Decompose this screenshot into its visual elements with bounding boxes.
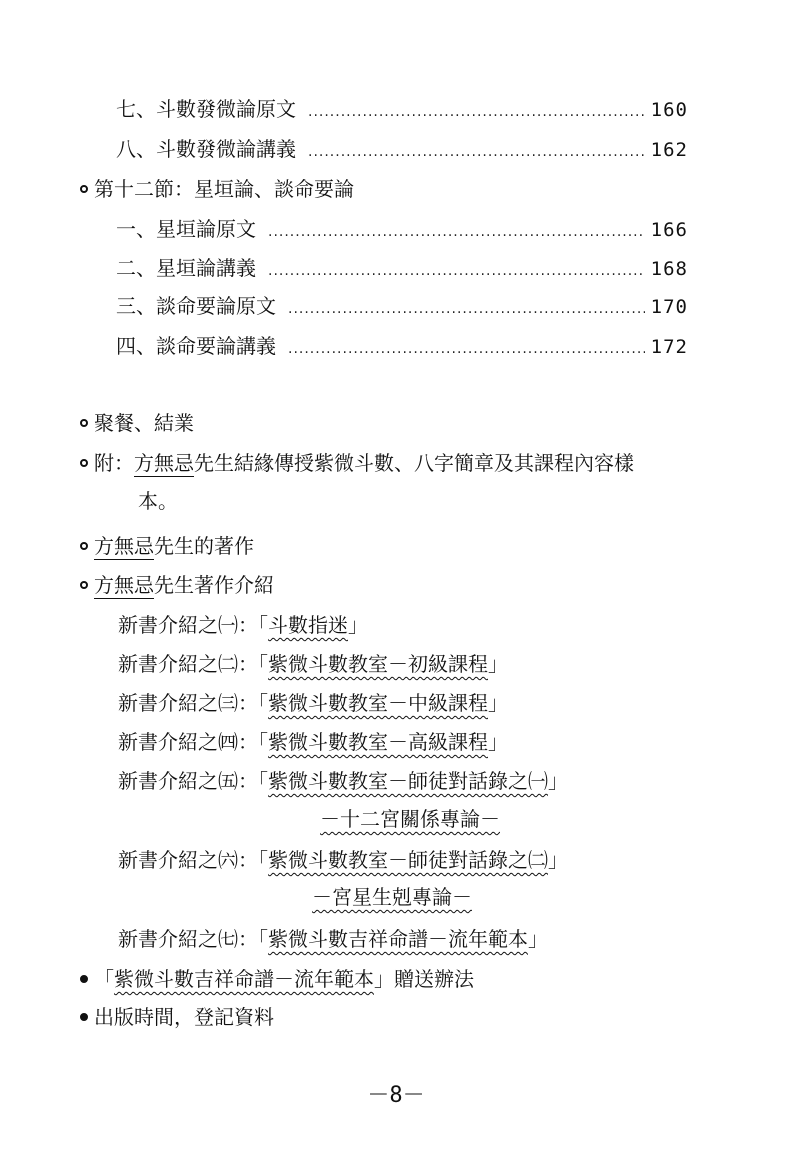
works-intro-item: 方無忌先生著作介紹 (80, 572, 274, 598)
toc-entry-label: 四、談命要論講義 (116, 334, 276, 358)
section-heading: 第十二節：星垣論、談命要論 (80, 176, 354, 202)
dot-leader (288, 336, 645, 362)
toc-entry-label: 三、談命要論原文 (116, 294, 276, 318)
book-intro: 新書介紹之㈦：「紫微斗數吉祥命譜－流年範本」 (118, 927, 548, 951)
bullet-icon (80, 419, 88, 427)
toc-entry-page: 168 (650, 258, 688, 280)
book-intro: 新書介紹之㈣：「紫微斗數教室－高級課程」 (118, 730, 508, 754)
publication-item: 出版時間，登記資料 (80, 1004, 274, 1030)
book-title: 紫微斗數吉祥命譜－流年範本 (114, 967, 374, 991)
book-subtitle: －十二宮關係專論－ (320, 807, 500, 831)
book-intro: 新書介紹之㈤：「紫微斗數教室－師徒對話錄之㈠」 (118, 769, 568, 793)
toc-entry (116, 293, 688, 319)
book-intro: 新書介紹之㈥：「紫微斗數教室－師徒對話錄之㈡」 (118, 848, 568, 872)
works-item: 方無忌先生的著作 (80, 533, 254, 559)
appendix-item: 附：方無忌先生結緣傳授紫微斗數、八字簡章及其課程內容樣 (80, 450, 634, 476)
book-title: 紫微斗數教室－師徒對話錄之㈠ (268, 769, 548, 793)
book-title: 紫微斗數教室－師徒對話錄之㈡ (268, 848, 548, 872)
author-name: 方無忌 (94, 534, 154, 558)
toc-entry (116, 255, 688, 281)
page-number: －8－ (367, 1083, 425, 1108)
toc-entry (116, 96, 688, 122)
book-intro: 新書介紹之㈠：「斗數指迷」 (118, 613, 368, 637)
appendix-continuation: 本。 (138, 489, 178, 513)
toc-entry-page: 172 (650, 336, 688, 358)
book-title: 斗數指迷 (268, 613, 348, 637)
toc-entry-page: 162 (650, 139, 688, 161)
book-title: 紫微斗數教室－初級課程 (268, 652, 488, 676)
toc-entry-label: 一、星垣論原文 (116, 217, 256, 241)
toc-entry-page: 170 (650, 296, 688, 318)
toc-entry (116, 216, 688, 242)
toc-entry (116, 136, 688, 162)
bullet-icon (80, 975, 88, 983)
book-subtitle: －宮星生剋專論－ (312, 885, 472, 909)
bullet-icon (80, 1013, 88, 1021)
dot-leader (268, 258, 645, 284)
bullet-icon (80, 581, 88, 589)
dot-leader (268, 219, 645, 245)
author-name: 方無忌 (94, 573, 154, 597)
toc-entry-label: 八、斗數發微論講義 (116, 137, 296, 161)
author-name: 方無忌 (134, 451, 194, 475)
book-title: 紫微斗數教室－高級課程 (268, 730, 488, 754)
book-intro: 新書介紹之㈡：「紫微斗數教室－初級課程」 (118, 652, 508, 676)
gift-item: 「紫微斗數吉祥命譜－流年範本」贈送辦法 (80, 966, 474, 992)
book-title: 紫微斗數教室－中級課程 (268, 691, 488, 715)
bullet-icon (80, 185, 88, 193)
toc-entry-page: 166 (650, 219, 688, 241)
bullet-icon (80, 542, 88, 550)
bullet-icon (80, 459, 88, 467)
dot-leader (288, 296, 645, 322)
dot-leader (308, 99, 645, 125)
toc-entry (116, 333, 688, 359)
toc-entry-label: 二、星垣論講義 (116, 256, 256, 280)
dot-leader (308, 139, 645, 165)
book-intro: 新書介紹之㈢：「紫微斗數教室－中級課程」 (118, 691, 508, 715)
toc-entry-label: 七、斗數發微論原文 (116, 97, 296, 121)
banquet-item: 聚餐、結業 (80, 410, 194, 436)
toc-entry-page: 160 (650, 99, 688, 121)
book-title: 紫微斗數吉祥命譜－流年範本 (268, 927, 528, 951)
